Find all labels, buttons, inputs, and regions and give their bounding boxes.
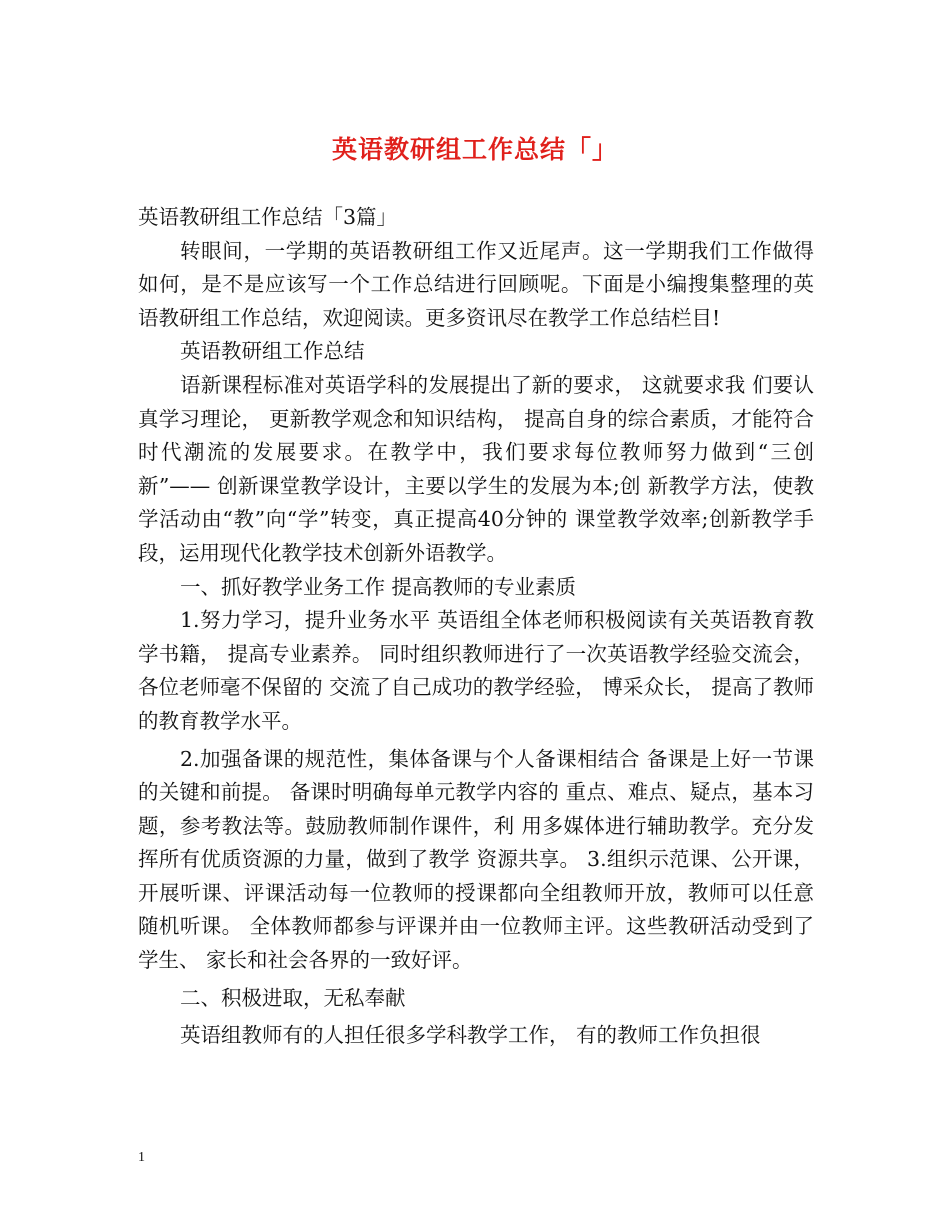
- document-title: 英语教研组工作总结「」: [331, 135, 618, 164]
- body-paragraph: 2.加强备课的规范性，集体备课与个人备课相结合 备课是上好一节课的关键和前提。 备课时明确每单元教学内容的 重点、难点、疑点，基本习题，参考教法等。鼓励教师制作课件，利 用多媒体进行辅助教学。充分发挥所有优质资源的力量，做到了教学 资源共享。 3.组织示范课、公开课，开展听课、评课活动每一位教师的授课都向全组教师开放，教师可以任意随机听课。 全体教师都参与评课并由一位教师主评。这些教研活动受到了学生、 家长和社会各界的一致好评。: [138, 746, 814, 973]
- page-number: 1: [138, 1150, 145, 1165]
- document-body: [138, 201, 814, 1053]
- body-paragraph: 英语组教师有的人担任很多学科教学工作， 有的教师工作负担很: [180, 1023, 761, 1048]
- body-paragraph: 语新课程标准对英语学科的发展提出了新的要求， 这就要求我 们要认真学习理论， 更新教学观念和知识结构， 提高自身的综合素质，才能符合时代潮流的发展要求。在教学中，我们要求每位教师努力做到“三创新”—— 创新课堂教学设计，主要以学生的发展为本;创 新教学方法，使教学活动由“教”向“学”转变，真正提高40分钟的 课堂教学效率;创新教学手段，运用现代化教学技术创新外语教学。: [138, 372, 814, 565]
- section-heading: 英语教研组工作总结: [180, 339, 365, 364]
- intro-paragraph: 转眼间，一学期的英语教研组工作又近尾声。这一学期我们工作做得如何，是不是应该写一个工作总结进行回顾呢。下面是小编搜集整理的英语教研组工作总结，欢迎阅读。更多资讯尽在教学工作总结栏目!: [138, 238, 814, 330]
- subtitle-paragraph: 英语教研组工作总结「3篇」: [138, 205, 398, 229]
- section-heading: 一、抓好教学业务工作 提高教师的专业素质: [180, 574, 577, 599]
- body-paragraph: 1.努力学习，提升业务水平 英语组全体老师积极阅读有关英语教育教学书籍， 提高专业素养。 同时组织教师进行了一次英语教学经验交流会， 各位老师毫不保留的 交流了自己成功的教学经验， 博采众长， 提高了教师的教育教学水平。: [138, 608, 814, 733]
- section-heading: 二、积极进取，无私奉献: [180, 985, 406, 1010]
